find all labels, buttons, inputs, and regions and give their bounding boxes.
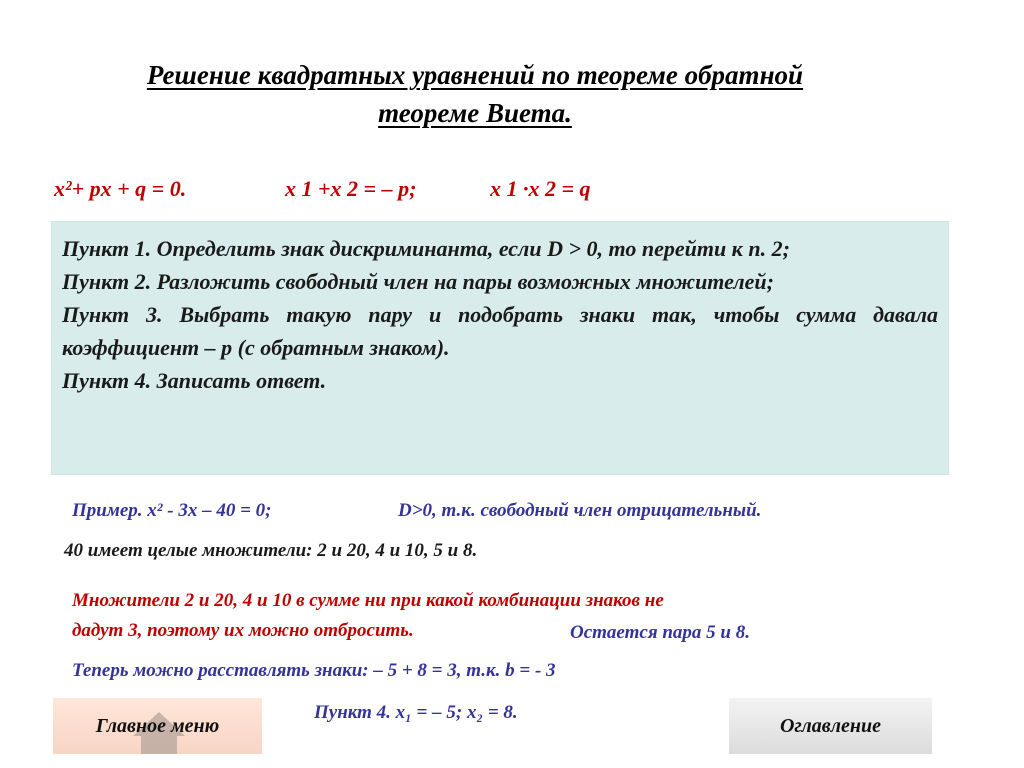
step-2: Пункт 2. Разложить свободный член на пары возможных множителей; bbox=[62, 269, 774, 294]
steps-box bbox=[52, 222, 948, 474]
discard-line-2: дадут 3, поэтому их можно отбросить. bbox=[72, 620, 414, 641]
title-line-1: Решение квадратных уравнений по теореме обратной bbox=[146, 60, 804, 90]
quadratic-equation: x²+ px + q = 0. bbox=[54, 176, 187, 201]
main-menu-button[interactable] bbox=[53, 698, 262, 754]
answer-line: Пункт 4. x₁ = – 5; x₂ = 8. bbox=[314, 702, 518, 723]
main-menu-label: Главное меню bbox=[95, 714, 220, 737]
remaining-pair: Остается пара 5 и 8. bbox=[570, 622, 750, 643]
example-discriminant: D>0, т.к. свободный член отрицательный. bbox=[398, 500, 762, 521]
title-line-2: теореме Виета. bbox=[378, 98, 572, 128]
page-title bbox=[60, 56, 890, 132]
contents-label: Оглавление bbox=[779, 714, 881, 737]
contents-button[interactable] bbox=[729, 698, 932, 754]
example-label: Пример. x² - 3x – 40 = 0; bbox=[72, 500, 272, 521]
discard-line-1: Множители 2 и 20, 4 и 10 в сумме ни при какой комбинации знаков не bbox=[72, 590, 664, 611]
step-1: Пункт 1. Определить знак дискриминанта, если D > 0, то перейти к п. 2; bbox=[62, 236, 790, 261]
step-4: Пункт 4. Записать ответ. bbox=[62, 368, 327, 393]
step-3: Пункт 3. Выбрать такую пару и подобрать знаки так, чтобы сумма давала коэффициент – p (с обратным знаком). bbox=[62, 302, 938, 360]
vieta-product: x 1 ·x 2 = q bbox=[490, 176, 591, 201]
signs-line: Теперь можно расставлять знаки: – 5 + 8 = 3, т.к. b = - 3 bbox=[72, 660, 556, 681]
example-factors: 40 имеет целые множители: 2 и 20, 4 и 10, 5 и 8. bbox=[64, 540, 478, 561]
vieta-sum: x 1 +x 2 = – p; bbox=[285, 176, 417, 201]
